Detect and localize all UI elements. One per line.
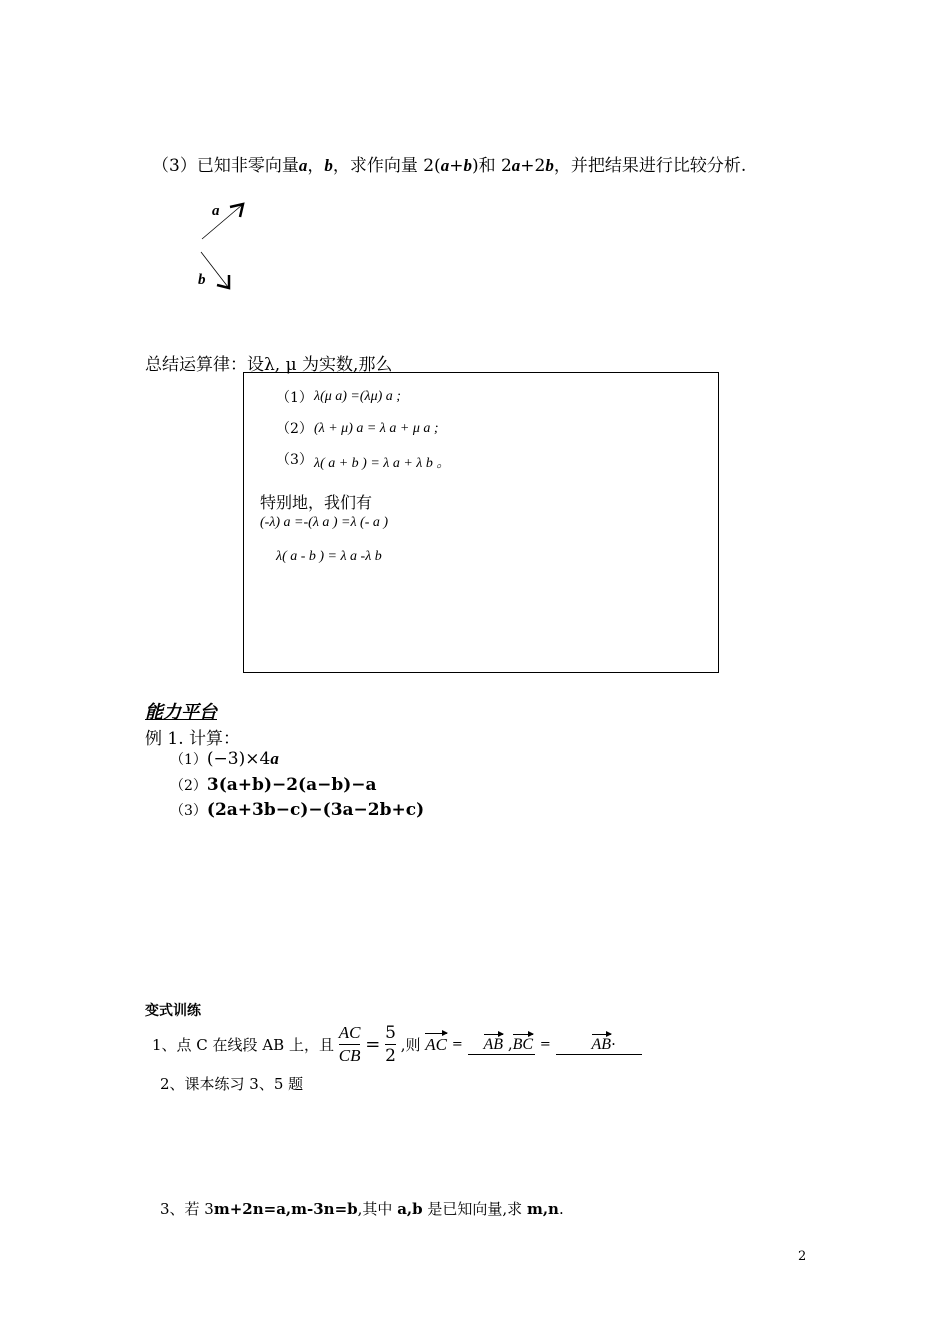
- problem-3-prefix: （3）已知非零向量: [152, 156, 299, 176]
- problem-3-and: )和 2: [471, 156, 512, 176]
- item-expression: (−3)×4: [206, 749, 271, 769]
- variant-question-1: [152, 1022, 642, 1072]
- special-rule-1: (-λ) a =-(λ a ) =λ (- a ): [260, 515, 389, 530]
- rules-box: [243, 372, 719, 673]
- variant-question-3: [160, 1198, 564, 1219]
- question-1-prefix: 1、点 C 在线段 AB 上，且: [152, 1036, 334, 1054]
- dot: ·: [611, 1034, 616, 1053]
- page-number: 2: [798, 1249, 807, 1264]
- equals: =: [539, 1037, 551, 1052]
- vector-ab: AB: [483, 1035, 504, 1053]
- problem-3-middle: ，求作向量 2(: [332, 156, 441, 176]
- vectors-a-b: a,b: [397, 1200, 423, 1218]
- item-number: （3）: [170, 803, 207, 819]
- figure-label-a: a: [212, 203, 220, 219]
- item-number: （2）: [170, 778, 207, 794]
- problem-3-line: [152, 151, 746, 176]
- variant-question-2: 2、课本练习 3、5 题: [160, 1075, 304, 1093]
- ability-heading: 能力平台: [145, 702, 217, 722]
- rule-2-number: （2）: [276, 421, 313, 437]
- answer-blank-1: [468, 1035, 536, 1055]
- rule-1: λ(μ a) =(λμ) a ;: [314, 389, 401, 404]
- equals: =: [365, 1034, 381, 1055]
- plus-two: +2: [520, 156, 546, 176]
- vector-b: b: [463, 156, 472, 175]
- question-3-prefix: 3、若 3: [160, 1200, 214, 1218]
- vector-a: a: [440, 156, 450, 175]
- question-3-mid2: 是已知向量,求: [422, 1200, 527, 1218]
- rule-1-number: （1）: [276, 390, 313, 406]
- example-title: 例 1. 计算：: [145, 729, 241, 749]
- special-rule-2: λ( a - b ) = λ a -λ b: [276, 549, 382, 564]
- figure-label-b: b: [198, 272, 206, 288]
- example-item-2: [170, 775, 377, 795]
- vector-ab: AB: [591, 1035, 612, 1053]
- problem-3-suffix: ，并把结果进行比较分析.: [553, 156, 747, 176]
- rule-3: λ( a + b ) = λ a + λ b 。: [314, 456, 451, 471]
- vector-ac: AC: [425, 1034, 448, 1054]
- example-item-1: [170, 749, 279, 769]
- fraction-denominator: CB: [338, 1046, 361, 1065]
- vector-b: b: [324, 156, 333, 175]
- fraction-numerator: 5: [385, 1023, 396, 1043]
- summary-title: 总结运算律：设λ, μ 为实数,那么: [145, 355, 393, 375]
- rule-2: (λ + μ) a = λ a + μ a ;: [314, 421, 439, 436]
- vector-a: a: [298, 156, 308, 175]
- separator: ，: [307, 156, 325, 176]
- fraction-5-2: [385, 1022, 396, 1067]
- special-title: 特别地，我们有: [260, 493, 373, 512]
- comma: ,: [503, 1034, 513, 1053]
- variant-heading: 变式训练: [145, 1003, 201, 1019]
- item-expression: 3(a+b)−2(a−b)−a: [206, 775, 377, 795]
- item-number: （1）: [170, 752, 207, 768]
- item-expression: (2a+3b−c)−(3a−2b+c): [206, 800, 425, 820]
- then: ,则: [400, 1036, 421, 1054]
- vectors-m-n: m,n: [526, 1200, 559, 1218]
- vector-b: b: [545, 156, 554, 175]
- vector-a: a: [270, 749, 279, 768]
- plus: +: [449, 156, 464, 176]
- example-item-3: [170, 800, 424, 820]
- answer-blank-2: [556, 1035, 642, 1055]
- fraction-denominator: 2: [385, 1046, 396, 1066]
- vector-bc: BC: [512, 1035, 534, 1053]
- fraction-numerator: AC: [339, 1022, 361, 1045]
- rule-3-number: （3）: [276, 452, 313, 468]
- vector-a: a: [511, 156, 521, 175]
- equations: m+2n=a,m-3n=b: [213, 1200, 358, 1218]
- vector-a-arrow: [202, 205, 242, 239]
- question-3-mid: ,其中: [357, 1200, 398, 1218]
- equals: =: [451, 1037, 463, 1052]
- fraction-ac-cb: [339, 1022, 361, 1067]
- period: .: [558, 1200, 564, 1218]
